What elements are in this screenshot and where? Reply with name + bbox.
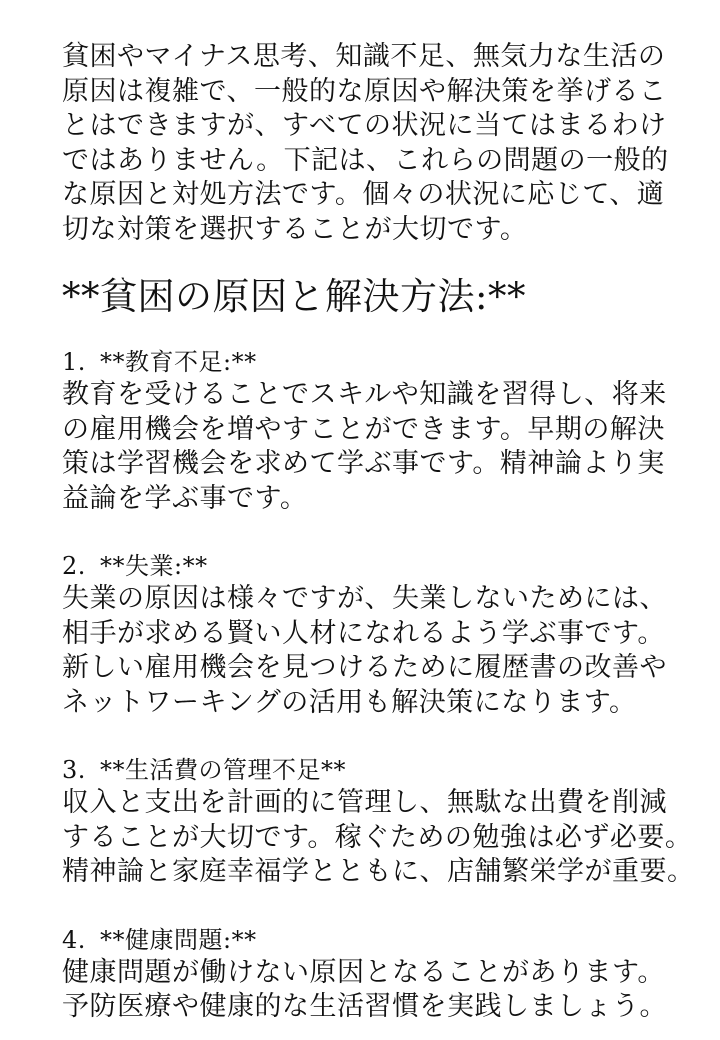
list-item-title-text: **生活費の管理不足** xyxy=(100,756,346,784)
section-heading: **貧困の原因と解決方法:** xyxy=(62,275,526,318)
list-item-number: 1. xyxy=(62,348,86,376)
body-line: の雇用機会を増やすことができます。早期の解決 xyxy=(62,413,665,445)
intro-line: 原因は複雑で、一般的な原因や解決策を挙げるこ xyxy=(62,75,667,107)
list-item-title xyxy=(62,754,670,786)
list-item-number: 2. xyxy=(62,552,86,580)
list-item-budget xyxy=(62,754,695,890)
list-item-title xyxy=(62,924,670,956)
list-item-body xyxy=(62,786,695,890)
intro-line: ではありません。下記は、これらの問題の一般的 xyxy=(62,144,669,176)
intro-paragraph xyxy=(62,40,670,247)
body-line: 相手が求める賢い人材になれるよう学ぶ事です。 xyxy=(62,617,665,649)
intro-line: とはできますが、すべての状況に当てはまるわけ xyxy=(62,110,667,141)
list-item-education xyxy=(62,346,670,516)
list-item-title-text: **失業:** xyxy=(100,552,208,580)
list-item-title-text: **健康問題:** xyxy=(100,925,257,954)
body-line: 益論を学ぶ事です。 xyxy=(62,482,308,514)
body-line: することが大切です。稼ぐための勉強は必ず必要。 xyxy=(62,821,693,853)
intro-line: 貧困やマイナス思考、知識不足、無気力な生活の xyxy=(62,41,666,72)
body-line: 健康問題が働けない原因となることがあります。 xyxy=(62,956,665,988)
body-line: 収入と支出を計画的に管理し、無駄な出費を削減 xyxy=(62,787,667,818)
body-line: 策は学習機会を求めて学ぶ事です。精神論より実 xyxy=(62,448,665,479)
list-item-title xyxy=(62,550,670,582)
list-item-title-text: **教育不足:** xyxy=(100,348,257,376)
list-item-number: 4. xyxy=(62,925,86,954)
intro-line: な原因と対処方法です。個々の状況に応じて、適 xyxy=(62,179,665,210)
body-line: ネットワーキングの活用も解決策になります。 xyxy=(62,686,637,718)
list-item-body xyxy=(62,956,670,1025)
list-item-body xyxy=(62,582,670,720)
body-line: 新しい雇用機会を見つけるために履歴書の改善や xyxy=(62,652,667,683)
list-item-unemployment xyxy=(62,550,670,720)
body-line: 精神論と家庭幸福学とともに、店舗繁栄学が重要。 xyxy=(62,856,695,887)
list-item-body xyxy=(62,378,670,516)
body-line: 失業の原因は様々ですが、失業しないためには、 xyxy=(62,583,667,614)
body-line: 教育を受けることでスキルや知識を習得し、将来 xyxy=(62,379,667,410)
list-item-title xyxy=(62,346,670,378)
body-line: 予防医療や健康的な生活習慣を実践しましょう。 xyxy=(62,991,667,1022)
intro-line: 切な対策を選択することが大切です。 xyxy=(62,213,528,245)
list-item-health xyxy=(62,924,670,1025)
list-item-number: 3. xyxy=(62,756,86,784)
